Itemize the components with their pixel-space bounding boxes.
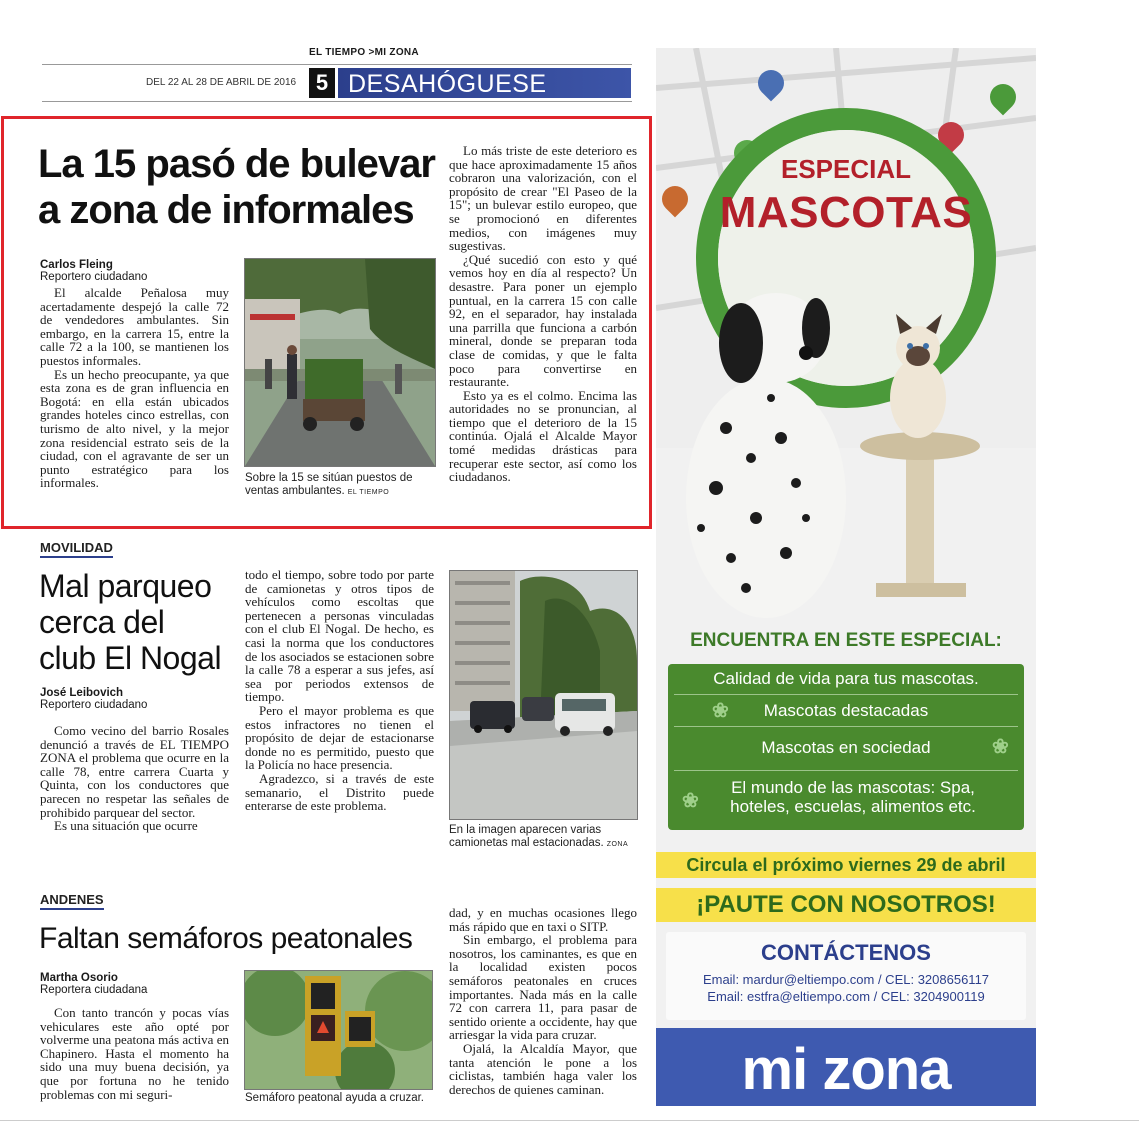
author-role: Reportero ciudadano bbox=[40, 271, 148, 283]
badge-top: ESPECIAL bbox=[780, 154, 912, 184]
article2-col2 bbox=[245, 568, 434, 813]
paragraph: Ojalá, la Alcaldía Mayor, que tanta atención le pone a los ciclistas, también haga valer los derechos de quienes caminan. bbox=[449, 1040, 637, 1097]
article2-title bbox=[39, 568, 239, 676]
article3-caption: Semáforo peatonal ayuda a cruzar. bbox=[245, 1092, 425, 1104]
paw-icon: ❀ bbox=[682, 790, 699, 812]
paragraph: dad, y en muchas ocasiones llego más rápido que en taxi o SITP. bbox=[449, 905, 637, 934]
caption-credit: EL TIEMPO bbox=[347, 489, 390, 496]
page-number: 5 bbox=[309, 68, 335, 98]
ad-find-title: ENCUENTRA EN ESTE ESPECIAL: bbox=[690, 630, 1002, 651]
ad-item: El mundo de las mascotas: Spa, hoteles, escuelas, alimentos etc. bbox=[730, 778, 976, 816]
paragraph: Es una situación que ocurre bbox=[54, 818, 198, 834]
paw-icon: ❀ bbox=[712, 700, 729, 722]
title-line: Mal parqueo bbox=[39, 568, 212, 604]
article2-caption bbox=[449, 824, 636, 851]
badge-main: MASCOTAS bbox=[719, 188, 973, 237]
article1-photo bbox=[244, 258, 436, 467]
title-line: cerca del bbox=[39, 604, 165, 640]
section-title: DESAHÓGUESE bbox=[348, 70, 547, 98]
street-vendors-photo bbox=[245, 259, 435, 466]
paper-label: EL TIEMPO >MI ZONA bbox=[309, 47, 419, 58]
paragraph: Es un hecho preocupante, ya que esta zona es de gran influencia en Bogotá: en ella están ubicados grandes hoteles cinco estrellas, con turismo de alto nivel, y la mejor zona residencial estrato seis de la ciudad, con el agravante de ser un punto estratégico para los informales. bbox=[40, 366, 229, 491]
ad-brand-bar bbox=[656, 1028, 1036, 1106]
article1-caption bbox=[245, 472, 435, 499]
author-role: Reportera ciudadana bbox=[40, 984, 148, 996]
paragraph: Esto ya es el colmo. Encima las autoridades no se pronuncian, al tiempo que el deterioro de la 15 continúa. Ojalá el Alcalde Mayor tomé medidas drásticas para recuperar este sector, así como los ciudadanos. bbox=[449, 387, 637, 485]
parked-cars-photo bbox=[450, 571, 637, 819]
ad-contact-box bbox=[666, 932, 1026, 1020]
ad-item: Mascotas en sociedad bbox=[761, 738, 931, 757]
ad-items-box bbox=[668, 664, 1024, 830]
contact-line: Email: estfra@eltiempo.com / CEL: 3204900119 bbox=[707, 989, 985, 1004]
page-bottom-rule bbox=[0, 1120, 1139, 1121]
article2-col1 bbox=[40, 724, 229, 833]
pets-illustration bbox=[656, 268, 1036, 628]
article1-byline bbox=[40, 259, 240, 283]
title-line: club El Nogal bbox=[39, 640, 222, 676]
paw-icon: ❀ bbox=[992, 736, 1009, 758]
article2-photo bbox=[449, 570, 638, 820]
author-name: José Leibovich bbox=[40, 687, 124, 699]
author-name: Carlos Fleing bbox=[40, 259, 113, 271]
article3-tag: ANDENES bbox=[40, 892, 104, 910]
paragraph: ¿Qué sucedió con esto y qué vemos hoy en día al respecto? Un desastre. Para poner un ejemplo puntual, en la carrera 15 con calle 92, en el separador, hay instalada una parrilla que funciona a carbón mineral, donde se preparan toda clase de comidas, y que le falta poco para convertirse en restaurante. bbox=[449, 251, 637, 390]
paragraph: Pero el mayor problema es que estos infractores no tienen el propósito de dejar de estacionarse donde no es permitido, puesto que la Policía no hace presencia. bbox=[245, 702, 434, 773]
article3-title: Faltan semáforos peatonales bbox=[39, 922, 413, 955]
paragraph: Lo más triste de este deterioro es que hace aproximadamente 15 años cobraron una valorización, con el propósito de crear "El Paseo de la 15"; un bulevar estilo europeo, que se promocionó en diferentes medios, con imágenes muy sugestivas. bbox=[449, 143, 637, 254]
ad-panel bbox=[656, 48, 1036, 1106]
header-bar bbox=[42, 64, 632, 102]
article2-byline bbox=[40, 687, 230, 711]
article3-byline bbox=[40, 972, 230, 996]
paragraph: Como vecino del barrio Rosales denunció a través de EL TIEMPO ZONA el problema que ocurre en la calle 78, entre carrera Cuarta y Quinta, con los conductores que parecen no respetar las señales de prohibido parquear del sector. bbox=[40, 723, 229, 820]
section-banner bbox=[338, 68, 631, 98]
article1-col3 bbox=[449, 144, 637, 484]
paragraph: Sin embargo, el problema para nosotros, los caminantes, es que en la localidad existen pocos semáforos peatonales en cruces importantes. Nada más en la calle 72 con carrera 11, para pasar de sentido oriente a occidente, hay que arriesgar la vida para cruzar. bbox=[449, 932, 637, 1043]
paragraph: Con tanto trancón y pocas vías vehiculares este año opté por volverme una peatona más activa en Chapinero. Hasta el momento ha sido una muy buena decisión, ya que por fortuna no he tenido problemas con mi seguri- bbox=[40, 1005, 229, 1102]
paragraph: Agradezco, si a través de este semanario, el Distrito puede enterarse de este problema. bbox=[245, 770, 434, 814]
article2-tag: MOVILIDAD bbox=[40, 540, 113, 558]
header-date: DEL 22 AL 28 DE ABRIL DE 2016 bbox=[146, 77, 297, 88]
article1-title: La 15 pasó de bulevar a zona de informales bbox=[38, 142, 435, 232]
author-name: Martha Osorio bbox=[40, 972, 118, 984]
paragraph: El alcalde Peñalosa muy acertadamente despejó la calle 72 de vendedores ambulantes. Sin embargo, en la carrera 15, entre la calle 72 a la 100, se mantienen los puestos informales. bbox=[40, 285, 229, 368]
article3-col1 bbox=[40, 1006, 229, 1101]
caption-text: En la imagen aparecen varias camionetas mal estacionadas. bbox=[449, 824, 604, 849]
article3-col3 bbox=[449, 906, 637, 1096]
traffic-light-photo bbox=[245, 971, 432, 1089]
ad-circula: Circula el próximo viernes 29 de abril bbox=[656, 852, 1036, 878]
caption-text: Sobre la 15 se sitúan puestos de ventas ambulantes. bbox=[245, 472, 413, 497]
article3-photo bbox=[244, 970, 433, 1090]
paragraph: todo el tiempo, sobre todo por parte de camionetas y otros tipos de vehículos como escoltas que pertenecen a personas vinculadas con el club El Nogal. De hecho, es casi la norma que los conductores de los asociados se estacionen sobre la calle 78 a esperar a sus jefes, así sea por periodos extensos de tiempo. bbox=[245, 567, 434, 705]
ad-paute: ¡PAUTE CON NOSOTROS! bbox=[656, 888, 1036, 922]
contact-title: CONTÁCTENOS bbox=[761, 940, 931, 965]
contact-line: Email: mardur@eltiempo.com / CEL: 3208656117 bbox=[702, 972, 990, 987]
ad-item: Mascotas destacadas bbox=[763, 701, 929, 720]
ad-item: Calidad de vida para tus mascotas. bbox=[713, 669, 979, 688]
article1-col1 bbox=[40, 286, 229, 490]
brand-logo: mi zona bbox=[741, 1037, 951, 1102]
caption-credit: ZONA bbox=[606, 841, 629, 848]
author-role: Reportero ciudadano bbox=[40, 699, 148, 711]
